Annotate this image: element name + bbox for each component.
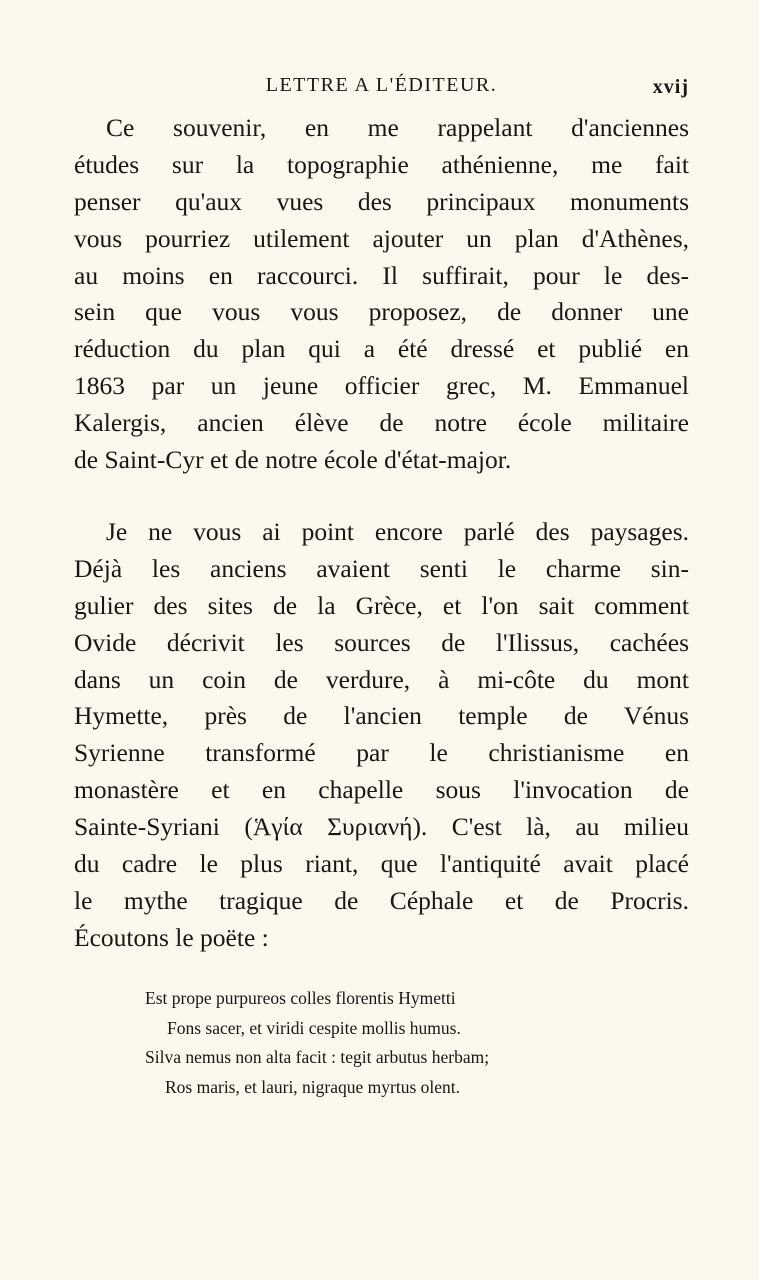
text-line: Je ne vous ai point encore parlé des paysages. <box>106 517 689 546</box>
text-line: études sur la topographie athénienne, me fait <box>74 149 689 179</box>
text-line: de Saint-Cyr et de notre école d'état-major. <box>74 445 512 475</box>
text-line: penser qu'aux vues des principaux monuments <box>74 186 689 216</box>
verse-line: Est prope purpureos colles florentis Hymetti <box>145 988 456 1008</box>
text-line: 1863 par un jeune officier grec, M. Emmanuel <box>74 371 689 401</box>
running-title: LETTRE A L'ÉDITEUR. <box>265 74 498 96</box>
text-line: au moins en raccourci. Il suffirait, pour le des- <box>74 260 689 290</box>
text-line: Écoutons le poëte : <box>74 922 269 952</box>
text-line: Syrienne transformé par le christianisme en <box>74 738 689 768</box>
paragraph-1 <box>74 110 689 479</box>
text-line: dans un coin de verdure, à mi-côte du mont <box>74 664 689 694</box>
text-line: réduction du plan qui a été dressé et publié en <box>74 334 689 364</box>
text-line: Hymette, près de l'ancien temple de Vénus <box>74 701 689 731</box>
text-line: Sainte-Syriani (Ἁγία Συριανή). C'est là, au milieu <box>74 812 689 842</box>
text-line: Ovide décrivit les sources de l'Ilissus, cachées <box>74 627 689 657</box>
verse-line: Silva nemus non alta facit : tegit arbutus herbam; <box>145 1047 490 1067</box>
text-line: monastère et en chapelle sous l'invocation de <box>74 775 689 805</box>
page-number: xvij <box>652 76 689 98</box>
text-line: vous pourriez utilement ajouter un plan d'Athènes, <box>74 223 689 253</box>
verse-line: Ros maris, et lauri, nigraque myrtus olent. <box>165 1076 461 1097</box>
text-line: sein que vous vous proposez, de donner une <box>74 297 689 327</box>
text-line: Kalergis, ancien élève de notre école militaire <box>74 408 689 438</box>
verse-line: Fons sacer, et viridi cespite mollis humus. <box>167 1017 461 1038</box>
text-line: Ce souvenir, en me rappelant d'anciennes <box>106 113 689 142</box>
text-line: gulier des sites de la Grèce, et l'on sait comment <box>74 590 689 620</box>
text-line: Déjà les anciens avaient senti le charme sin- <box>74 553 689 583</box>
running-head <box>74 74 689 104</box>
text-line: du cadre le plus riant, que l'antiquité avait placé <box>74 849 689 879</box>
verse-quotation <box>74 984 689 1102</box>
text-line: le mythe tragique de Céphale et de Procris. <box>74 885 689 915</box>
paragraph-2 <box>74 514 689 957</box>
